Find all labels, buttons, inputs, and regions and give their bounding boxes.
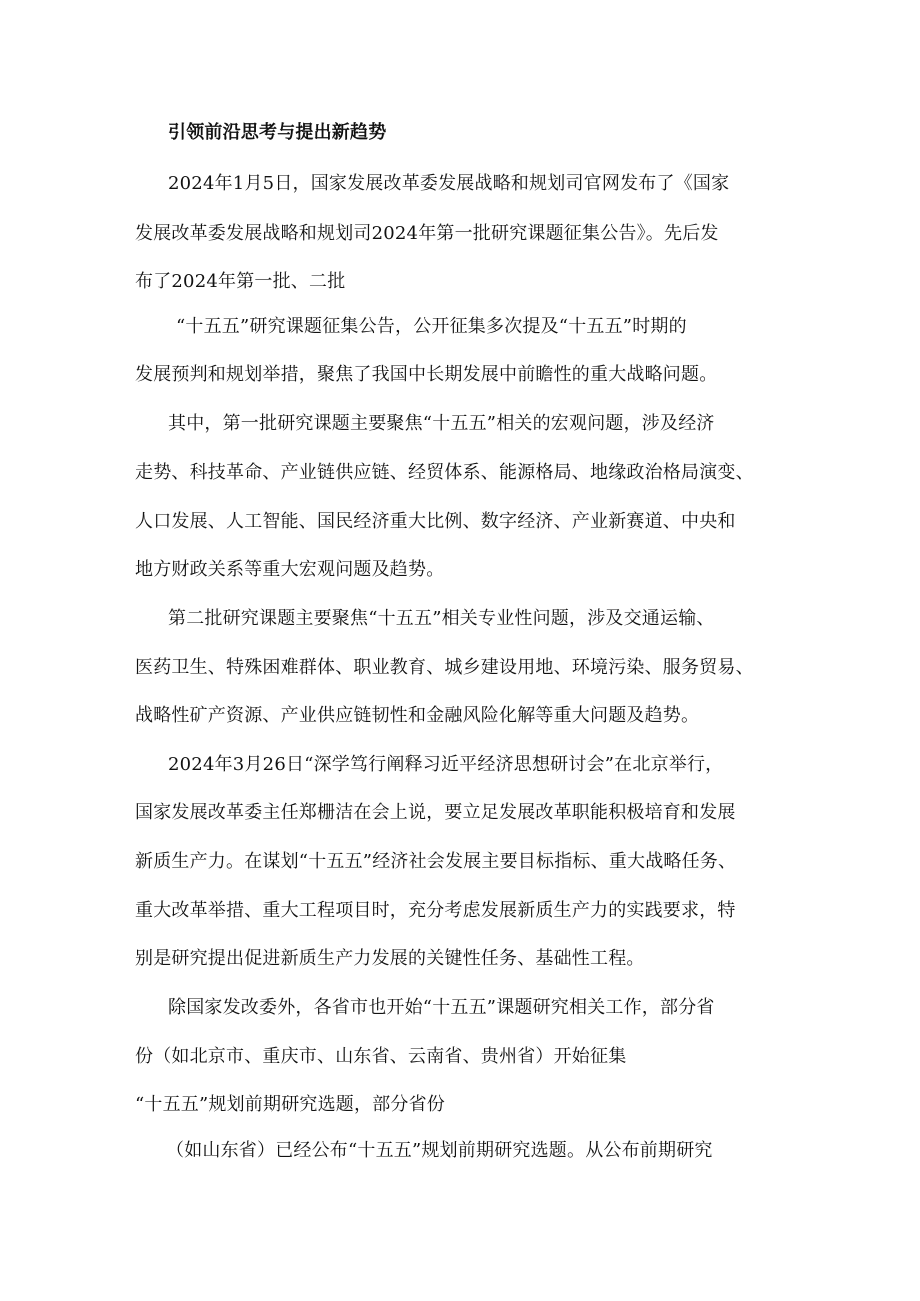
text-line: “十五五”规划前期研究选题，部分省份 — [135, 1094, 446, 1115]
text-line: 发展预判和规划举措，聚焦了我国中长期发展中前瞻性的重大战略问题。 — [135, 364, 718, 385]
text-line: 国家发展改革委主任郑栅洁在会上说，要立足发展改革职能积极培育和发展 — [135, 802, 736, 823]
text-line: 别是研究提出促进新质生产力发展的关键性任务、基础性工程。 — [135, 948, 645, 969]
text-line: “十五五”研究课题征集公告，公开征集多次提及“十五五”时期的 — [176, 316, 687, 337]
text-line: 份（如北京市、重庆市、山东省、云南省、贵州省）开始征集 — [135, 1046, 627, 1067]
text-line: 走势、科技革命、产业链供应链、经贸体系、能源格局、地缘政治格局演变、 — [135, 462, 754, 483]
text-line: 医药卫生、特殊困难群体、职业教育、城乡建设用地、环境污染、服务贸易、 — [135, 657, 754, 678]
text-line: 2024年1月5日，国家发展改革委发展战略和规划司官网发布了《国家 — [168, 173, 730, 194]
text-line: 第二批研究课题主要聚焦“十五五”相关专业性问题，涉及交通运输、 — [168, 608, 715, 629]
text-line: 新质生产力。在谋划“十五五”经济社会发展主要目标指标、重大战略任务、 — [135, 851, 737, 872]
text-line: （如山东省）已经公布“十五五”规划前期研究选题。从公布前期研究 — [166, 1140, 713, 1161]
text-line: 人口发展、人工智能、国民经济重大比例、数字经济、产业新赛道、中央和 — [135, 511, 736, 532]
text-line: 其中，第一批研究课题主要聚焦“十五五”相关的宏观问题，涉及经济 — [168, 413, 715, 434]
text-line: 重大改革举措、重大工程项目时，充分考虑发展新质生产力的实践要求，特 — [135, 900, 736, 921]
text-line: 2024年3月26日“深学笃行阐释习近平经济思想研讨会”在北京举行， — [168, 754, 724, 775]
text-line: 除国家发改委外，各省市也开始“十五五”课题研究相关工作，部分省 — [168, 997, 715, 1018]
text-line: 地方财政关系等重大宏观问题及趋势。 — [135, 559, 445, 580]
text-line: 战略性矿产资源、产业供应链韧性和金融风险化解等重大问题及趋势。 — [135, 705, 700, 726]
text-line: 布了2024年第一批、二批 — [135, 271, 346, 292]
text-line: 发展改革委发展战略和规划司2024年第一批研究课题征集公告》。先后发 — [135, 223, 719, 244]
section-heading: 引领前沿思考与提出新趋势 — [168, 122, 387, 143]
